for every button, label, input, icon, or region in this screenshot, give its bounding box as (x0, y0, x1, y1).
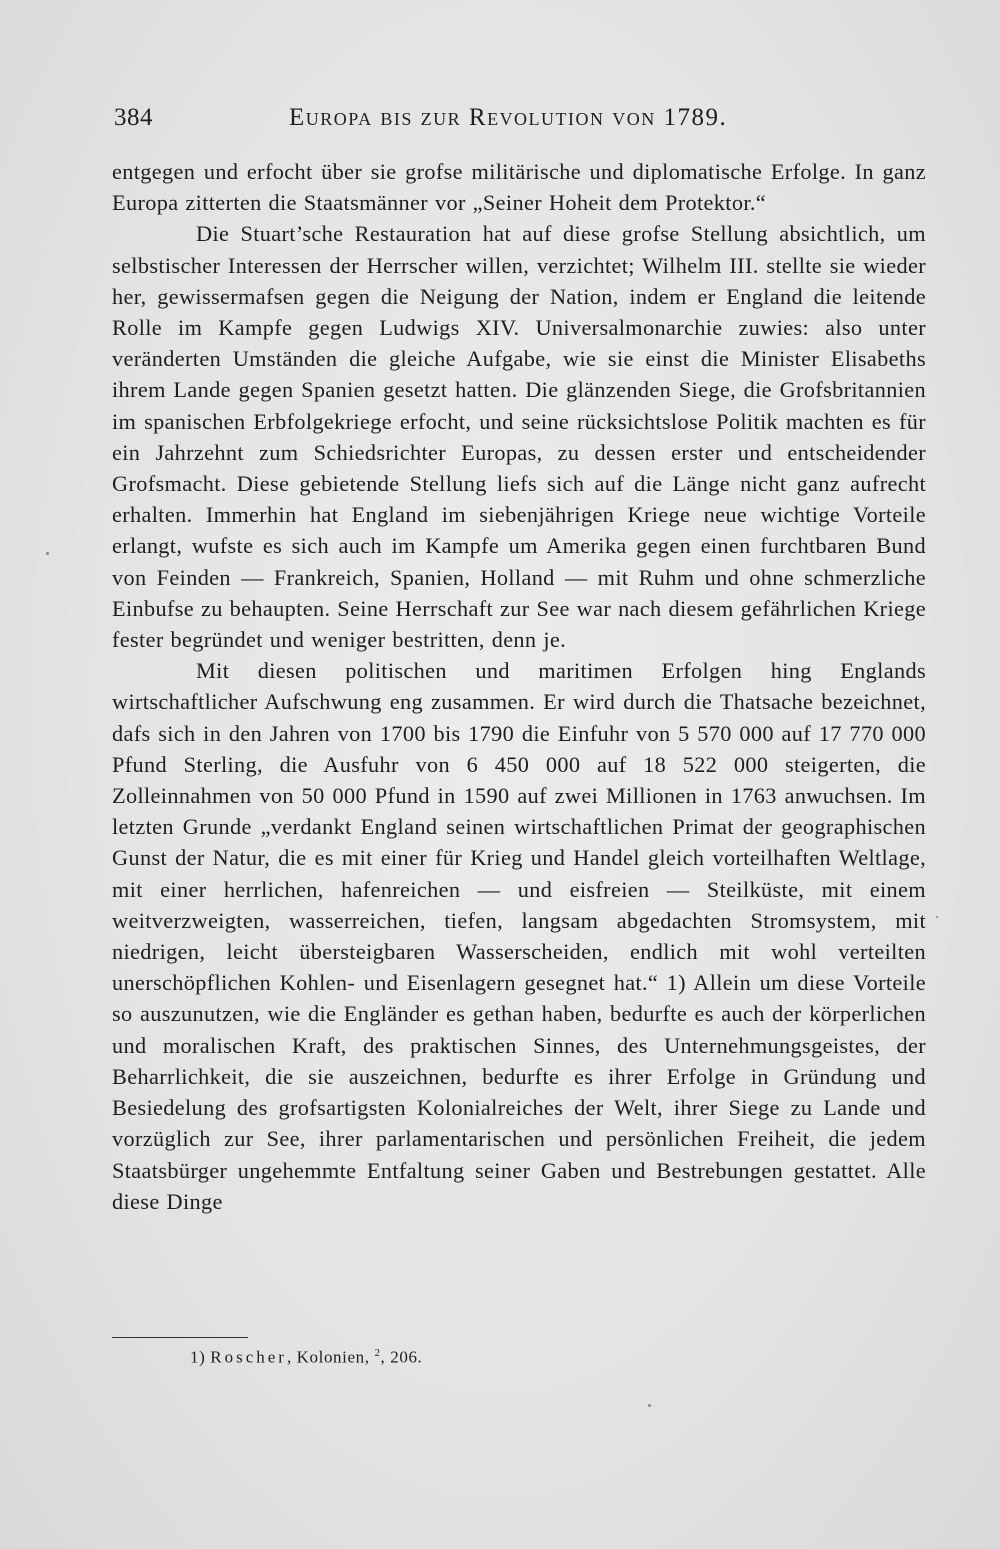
paper-speck (46, 552, 49, 555)
page-number: 384 (114, 104, 153, 131)
paragraph-2: Die Stuart’sche Restauration hat auf diese grofse Stellung absichtlich, um selbstischer Interessen der Herrscher willen, verzichtet; Wilhelm III. stellte sie wieder her, gewissermafsen gegen die Neigung der Nation, indem er England die leitende Rolle im Kampfe gegen Ludwigs XIV. Universalmonarchie zuwies: also unter veränderten Umständen die gleiche Aufgabe, wie sie einst die Minister Elisabeths ihrem Lande gegen Spanien gesetzt hatten. Die glänzenden Siege, die Grofsbritannien im spanischen Erbfolgekriege erfocht, und seine rücksichtslose Politik machten es für ein Jahrzehnt zum Schiedsrichter Europas, zu dessen erster und entscheidender Grofsmacht. Diese gebietende Stellung liefs sich auf die Länge nicht ganz aufrecht erhalten. Immerhin hat England im siebenjährigen Kriege neue wichtige Vorteile erlangt, wufste es sich auch im Kampfe um Amerika gegen einen furchtbaren Bund von Feinden — Frankreich, Spanien, Holland — mit Ruhm und ohne schmerzliche Einbufse zu behaupten. Seine Herrschaft zur See war nach diesem gefährlichen Kriege fester begründet und weniger bestritten, denn je. (112, 221, 926, 653)
footnote-volume: 2 (374, 1347, 381, 1359)
running-head: Europa bis zur Revolution von 1789. (289, 104, 728, 131)
footnote-source: , Kolonien, (286, 1347, 370, 1367)
paper-speck (936, 916, 938, 918)
footnote-page: , 206. (380, 1347, 423, 1367)
page-header (114, 104, 924, 144)
footnote-marker: 1) (190, 1347, 206, 1367)
paper-speck (648, 1404, 651, 1407)
paragraph-1: entgegen und erfocht über sie grofse militärische und diplomatische Erfolge. In ganz Europa zitterten die Staatsmänner vor „Seiner Hoheit dem Protektor.“ (112, 159, 926, 216)
footnote (190, 1347, 422, 1368)
footnote-rule (112, 1337, 248, 1338)
body-text (112, 156, 926, 1217)
paragraph-3: Mit diesen politischen und maritimen Erfolgen hing Englands wirtschaftlicher Aufschwung eng zusammen. Er wird durch die Thatsache bezeichnet, dafs sich in den Jahren von 1700 bis 1790 die Einfuhr von 5 570 000 auf 17 770 000 Pfund Sterling, die Ausfuhr von 6 450 000 auf 18 522 000 steigerten, die Zolleinnahmen von 50 000 Pfund in 1590 auf zwei Millionen in 1763 anwuchsen. Im letzten Grunde „verdankt England seinen wirtschaftlichen Primat der geographischen Gunst der Natur, die es mit einer für Krieg und Handel gleich vorteilhaften Weltlage, mit einer herrlichen, hafenreichen — und eisfreien — Steilküste, mit einem weitverzweigten, wasserreichen, tiefen, langsam abgedachten Stromsystem, mit niedrigen, leicht übersteigbaren Wasserscheiden, endlich mit wohl verteilten unerschöpflichen Kohlen- und Eisenlagern gesegnet hat.“ 1) Allein um diese Vorteile so auszunutzen, wie die Engländer es gethan haben, bedurfte es auch der körperlichen und moralischen Kraft, des praktischen Sinnes, des Unternehmungsgeistes, der Beharrlichkeit, die sie auszeichnen, bedurfte es ihrer Erfolge in Gründung und Besiedelung des grofsartigsten Kolonialreiches der Welt, ihrer Siege zu Lande und vorzüglich zur See, ihrer parlamentarischen und persönlichen Freiheit, die jedem Staatsbürger ungehemmte Entfaltung seiner Gaben und Bestrebungen gestattet. Alle diese Dinge (112, 658, 926, 1214)
footnote-author: Roscher (210, 1347, 287, 1367)
